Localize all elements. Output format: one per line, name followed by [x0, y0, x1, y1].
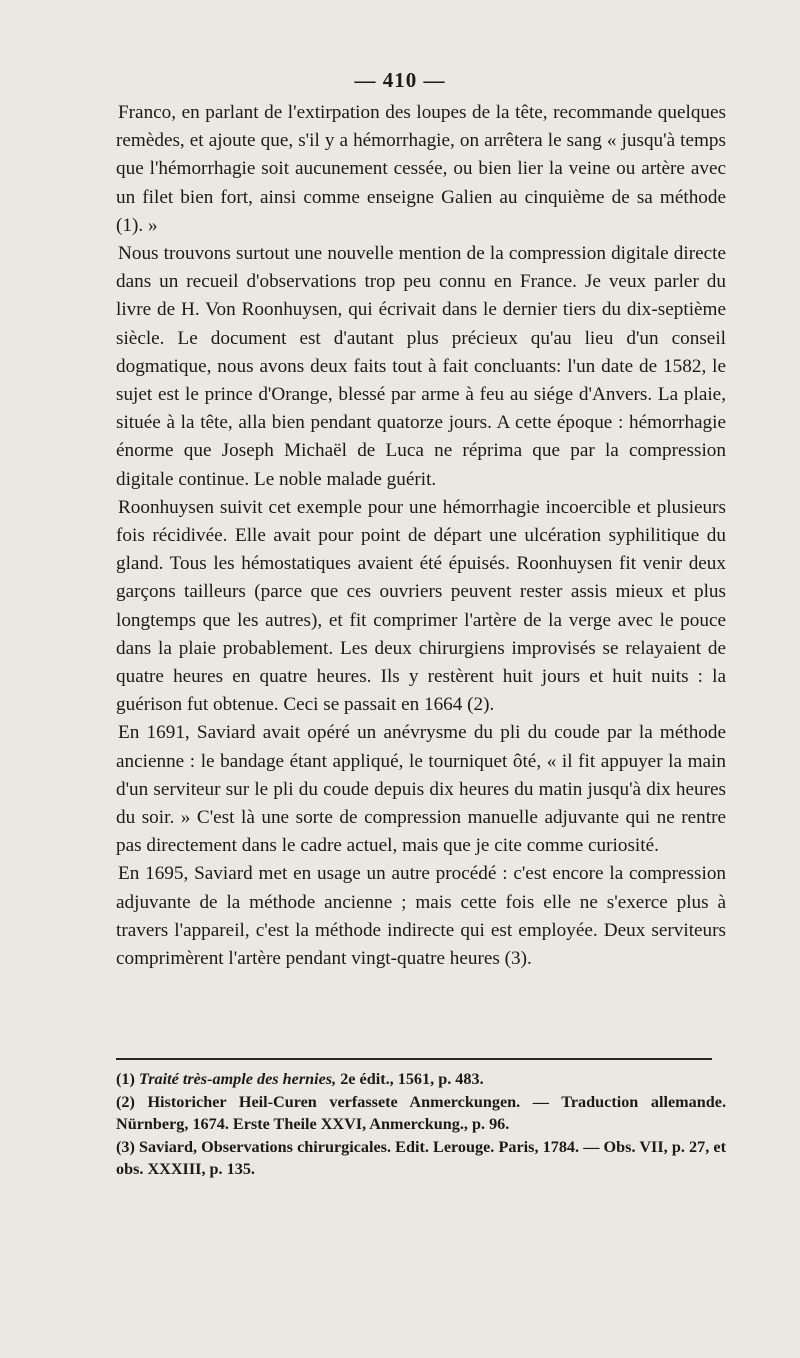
- footnote-divider: [116, 1058, 712, 1060]
- footnote-text: 2e édit., 1561, p. 483.: [336, 1070, 484, 1088]
- paragraph-saviard-1695: En 1695, Saviard met en usage un autre procédé : c'est encore la compression adjuvante de la méthode ancienne ; mais cette fois elle ne s'exerce plus à travers l'appareil, c'est la méthode indirecte qui est employée. Deux serviteurs comprimèrent l'artère pendant vingt-quatre heures (3).: [116, 863, 726, 970]
- page-number: — 410 —: [354, 68, 446, 92]
- footnotes: [116, 1068, 726, 1181]
- paragraph-roonhuysen-case: Roonhuysen suivit cet exemple pour une hémorrhagie incoercible et plusieurs fois récidivée. Elle avait pour point de départ une ulcération syphilitique du gland. Tous les hémostatiques avaient été épuisés. Roonhuysen fit venir deux garçons tailleurs (parce que ces ouvriers peuvent rester assis mieux et plus longtemps que les autres), et fit comprimer l'artère de la verge avec le pouce dans la plaie probablement. Les deux chirurgiens improvisés se relayaient de quatre heures en quatre heures. Ils y restèrent huit jours et huit nuits : la guérison fut obtenue. Ceci se passait en 1664 (2).: [116, 496, 726, 716]
- footnote-1: [116, 1068, 726, 1091]
- footnote-title: Traité très-ample des hernies,: [138, 1070, 337, 1088]
- footnote-2: [116, 1091, 726, 1136]
- paragraph-saviard-1691: En 1691, Saviard avait opéré un anévrysme du pli du coude par la méthode ancienne : le bandage étant appliqué, le tourniquet ôté, « il fit appuyer la main d'un serviteur sur le pli du coude depuis dix heures du matin jusqu'à dix heures du soir. » C'est là une sorte de compression manuelle adjuvante qui ne rentre pas directement dans le cadre actuel, mais que je cite comme curiosité.: [116, 722, 726, 857]
- paragraph-roonhuysen-intro: Nous trouvons surtout une nouvelle mention de la compression digitale directe dans un recueil d'observations trop peu connu en France. Je veux parler du livre de H. Von Roonhuysen, qui écrivait dans le dernier tiers du dix-septième siècle. Le document est d'autant plus précieux qu'au lieu d'un conseil dogmatique, nous avons deux faits tout à fait concluants: l'un date de 1582, le sujet est le prince d'Orange, blessé par arme à feu au siége d'Anvers. La plaie, située à la tête, alla bien pendant quatorze jours. A cette époque : hémorrhagie énorme que Joseph Michaël de Luca ne réprima que par la compression digitale continue. Le noble malade guérit.: [116, 243, 726, 490]
- footnote-3: [116, 1136, 726, 1181]
- main-text: [116, 99, 726, 973]
- footnote-text: Historicher Heil-Curen verfassete Anmerckungen. — Traduction allemande. Nürnberg, 1674. Erste Theile XXVI, Anmerckung., p. 96.: [116, 1092, 726, 1134]
- footnote-marker: (2): [116, 1092, 135, 1111]
- footnote-text: Saviard, Observations chirurgicales. Edit. Lerouge. Paris, 1784. — Obs. VII, p. 27, et obs. XXXIII, p. 135.: [116, 1137, 726, 1179]
- footnote-marker: (3): [116, 1137, 135, 1156]
- paragraph-franco: Franco, en parlant de l'extirpation des loupes de la tête, recommande quelques remèdes, et ajoute que, s'il y a hémorrhagie, on arrêtera le sang « jusqu'à temps que l'hémorrhagie soit aucunement cessée, ou bien lier la veine ou artère avec un filet bien fort, ainsi comme enseigne Galien au cinquième de sa méthode (1). »: [116, 102, 726, 236]
- footnote-marker: (1): [116, 1070, 135, 1088]
